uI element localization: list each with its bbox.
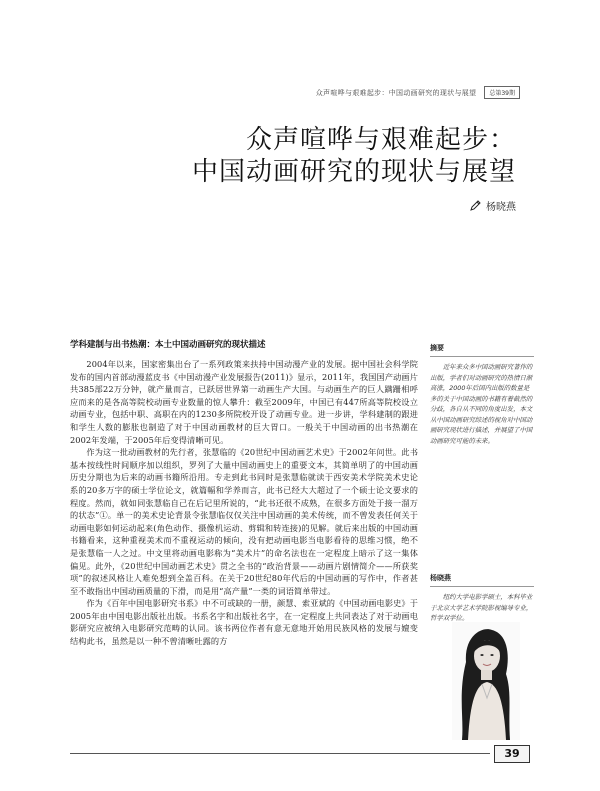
article-title xyxy=(192,124,516,188)
title-line-1: 众声喧哗与艰难起步： xyxy=(245,125,516,155)
page-footer xyxy=(70,745,530,765)
title-line-2: 中国动画研究的现状与展望 xyxy=(191,157,516,187)
author-portrait xyxy=(452,622,520,740)
bio-text: 纽约大学电影学硕士，本科毕业于北京大学艺术学院影视编导专业，哲学双学位。 xyxy=(430,593,533,622)
footer-rule xyxy=(70,753,490,754)
body-paragraph: 2004年以来，国家密集出台了一系列政策来扶持中国动漫产业的发展。据中国社会科学院发布的国内首部动漫蓝皮书《中国动漫产业发展报告(2011)》显示，2011年，我国国产动画片共385部22万分钟，就产量而言，已跃居世界第一动画生产大国。与动画生产的巨人蹒跚相呼应而来的是各高等院校动画专业数量的惊人攀升：截至2009年，中国已有447所高等院校设立动画专业，包括中职、高职在内的1230多所院校开设了动画专业。进一步讲，学科建制的跟进和学生人数的膨胀也制造了对于中国动画教材的巨大胃口。一般关于中国动画的出书热潮在2002年发端，于2005年后变得清晰可见。 xyxy=(70,359,418,445)
abstract-box xyxy=(430,343,534,446)
section-heading: 学科建制与出书热潮：本土中国动画研究的现状描述 xyxy=(70,340,266,350)
running-head-title: 众声喧哗与艰难起步：中国动画研究的现状与展望 xyxy=(315,88,477,97)
running-head xyxy=(316,86,520,99)
author-name: 杨晓燕 xyxy=(486,202,516,213)
abstract-label: 摘要 xyxy=(430,343,534,357)
pen-icon xyxy=(470,200,481,211)
author-byline xyxy=(470,198,516,213)
article-body xyxy=(70,338,418,648)
abstract-text: 近年来众多中国动画研究著作的出版，学者们对动画研究的热情日渐高涨，2000年后国内出版的数量是多的关于中国动画的书籍有着截然的分歧，各自从不同的角度出发，本文从中国动画研究综述的视角对中国动画研究现状进行描述，并展望了中国动画研究可能的未来。 xyxy=(430,363,533,445)
body-paragraph: 作为《百年中国电影研究书系》中不可或缺的一册，颜慧、索亚斌的《中国动画电影史》于2005年由中国电影出版社出版。书系名字和出版社名字，在一定程度上共同表达了对于动画电影研究应被纳入电影研究范畴的认同。该书两位作者有意无意地开始用民族风格的发展与嬗变结构此书，虽然是以一种不曾清晰吐露的方 xyxy=(70,598,418,647)
author-bio xyxy=(430,573,534,624)
issue-tag: 总第39期 xyxy=(484,86,520,99)
page-number: 39 xyxy=(494,745,530,763)
bio-label: 杨晓燕 xyxy=(430,573,534,587)
body-paragraph: 作为这一批动画教材的先行者，张慧临的《20世纪中国动画艺术史》于2002年问世。此书基本按线性时间顺序加以组织，罗列了大量中国动画史上的重要文本，其简单明了的中国动画历史分期也为后来的动画书籍所沿用。专走到此书同时是张慧临就读于西安美术学院美术史论系的20多万字的硕士学位论文，就篇幅和学养而言，此书已经大大超过了一个硕士论文要求的程度。然而，就如同张慧临自己在后记里所说的，“此书还很不成熟，在很多方面处于接一溜万的状态”①。单一的美术史论背景令张慧临仅仅关注中国动画的美术传统，而不曾发表任何关于动画电影如何运动起来(角色动作、摄像机运动、剪辑和转连接)的见解。就后来出版的中国动画书籍看来，这种重视美术而不重视运动的倾向，没有把动画电影当电影看待的思维习惯，绝不是张慧临一人之过。中文里将动画电影称为“美术片”的命名法也在一定程度上暗示了这一集体偏见。此外，《20世纪中国动画艺术史》贯之全书的“政治背景——动画片剧情简介——所获奖项”的叙述风格让人难免想到全盖百科。在关于20世纪80年代后的中国动画的写作中，作者甚至不敢指出中国动画质量的下滑，而是用“高产量”一类的词语简单带过。 xyxy=(70,447,418,596)
